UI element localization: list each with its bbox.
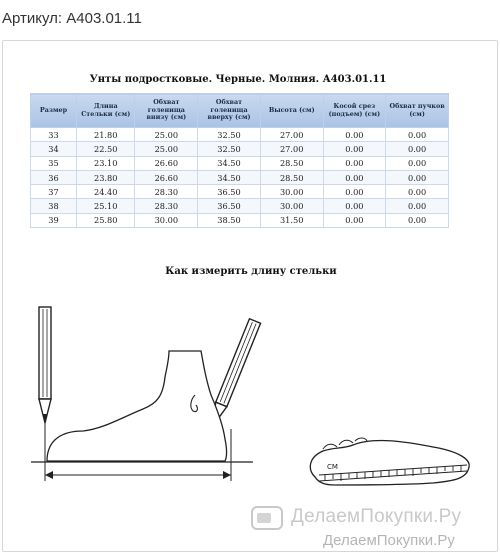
table-cell: 0.00	[386, 142, 449, 156]
table-cell: 32.50	[198, 142, 261, 156]
column-header-shaft-bottom: Обхват голенища внизу (см)	[135, 94, 198, 128]
table-cell: 0.00	[386, 199, 449, 213]
table-cell: 0.00	[386, 213, 449, 227]
size-table-title: Унты подростковые. Черные. Молния. А403.01.11	[89, 74, 387, 85]
table-cell: 21.80	[76, 128, 135, 142]
table-row	[31, 185, 449, 199]
table-cell: 0.00	[323, 170, 386, 184]
table-row	[31, 142, 449, 156]
table-cell: 28.30	[135, 185, 198, 199]
table-cell: 0.00	[323, 156, 386, 170]
table-cell: 34.50	[198, 156, 261, 170]
table-cell: 35	[31, 156, 77, 170]
table-cell: 37	[31, 185, 77, 199]
table-cell: 31.50	[260, 213, 323, 227]
table-cell: 0.00	[386, 156, 449, 170]
article-header: Артикул: А403.01.11	[2, 10, 142, 27]
table-cell: 34	[31, 142, 77, 156]
measure-instructions-title: Как измерить длину стельки	[165, 266, 337, 277]
table-cell: 28.50	[260, 170, 323, 184]
table-cell: 32.50	[198, 128, 261, 142]
table-cell: 0.00	[323, 185, 386, 199]
table-cell: 25.00	[135, 142, 198, 156]
table-row	[31, 128, 449, 142]
column-header-size: Размер	[31, 94, 77, 128]
table-cell: 33	[31, 128, 77, 142]
table-cell: 30.00	[135, 213, 198, 227]
table-cell: 36	[31, 170, 77, 184]
table-cell: 39	[31, 213, 77, 227]
table-cell: 0.00	[386, 170, 449, 184]
table-row	[31, 199, 449, 213]
table-cell: 27.00	[260, 142, 323, 156]
table-cell: 26.60	[135, 156, 198, 170]
size-table-header-row	[31, 94, 449, 128]
table-row	[31, 213, 449, 227]
table-cell: 0.00	[323, 213, 386, 227]
measure-illustration	[23, 299, 473, 489]
table-cell: 36.50	[198, 185, 261, 199]
table-cell: 0.00	[323, 142, 386, 156]
ruler-unit-label: СМ	[327, 463, 338, 471]
table-cell: 23.10	[76, 156, 135, 170]
table-cell: 30.00	[260, 185, 323, 199]
foot-drawing	[47, 351, 227, 461]
table-cell: 26.60	[135, 170, 198, 184]
table-cell: 38	[31, 199, 77, 213]
insole-ruler-drawing	[310, 438, 469, 485]
table-row	[31, 170, 449, 184]
table-cell: 22.50	[76, 142, 135, 156]
size-table	[30, 93, 449, 228]
column-header-insole-length: Длина Стельки (см)	[76, 94, 135, 128]
watermark-text-secondary: ДелаемПокупки.Ру	[323, 532, 455, 549]
table-cell: 30.00	[260, 199, 323, 213]
table-cell: 25.10	[76, 199, 135, 213]
pencil-icon	[39, 307, 51, 461]
column-header-ball-girth: Обхват пучков (см)	[386, 94, 449, 128]
column-header-shaft-top: Обхват голенища вверху (см)	[198, 94, 261, 128]
table-cell: 36.50	[198, 199, 261, 213]
product-image-card	[2, 40, 498, 552]
table-cell: 27.00	[260, 128, 323, 142]
column-header-height: Высота (см)	[260, 94, 323, 128]
table-cell: 0.00	[386, 185, 449, 199]
watermark-text-primary: ДелаемПокупки.Ру	[291, 506, 462, 527]
table-cell: 0.00	[323, 199, 386, 213]
column-header-instep: Косой срез (подъем) (см)	[323, 94, 386, 128]
table-cell: 28.30	[135, 199, 198, 213]
table-cell: 0.00	[386, 128, 449, 142]
table-cell: 25.80	[76, 213, 135, 227]
table-cell: 0.00	[323, 128, 386, 142]
table-cell: 38.50	[198, 213, 261, 227]
watermark-logo-icon	[251, 506, 283, 530]
table-cell: 34.50	[198, 170, 261, 184]
table-cell: 23.80	[76, 170, 135, 184]
watermark	[251, 504, 496, 552]
table-cell: 28.50	[260, 156, 323, 170]
table-cell: 24.40	[76, 185, 135, 199]
table-row	[31, 156, 449, 170]
table-cell: 25.00	[135, 128, 198, 142]
